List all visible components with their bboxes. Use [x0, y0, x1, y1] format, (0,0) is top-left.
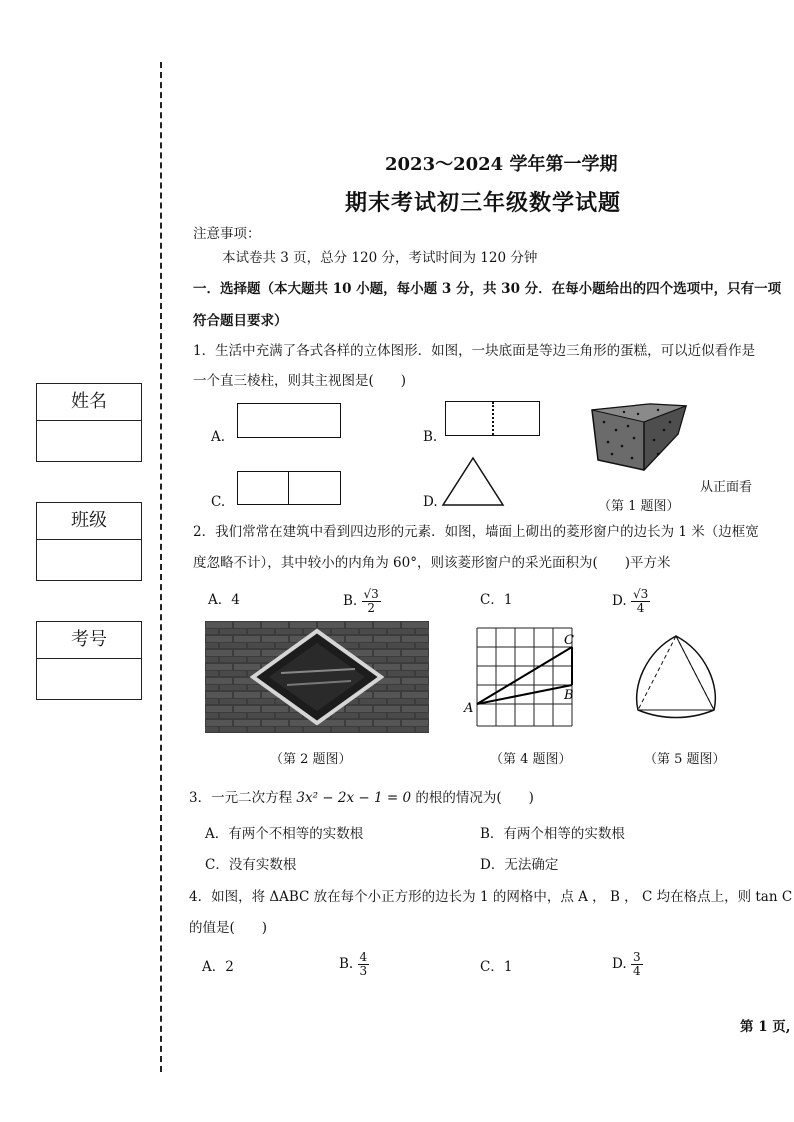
name-field[interactable] [37, 421, 141, 461]
fraction-numerator: √3 [363, 587, 379, 601]
q1-option-b: B. [423, 429, 438, 445]
fraction-numerator: 4 [359, 950, 368, 964]
q2-option-d-fraction [631, 588, 650, 615]
brick-wall-photo [205, 621, 429, 733]
fraction-denominator: 3 [359, 964, 368, 978]
q4-figure-caption: （第 4 题图） [490, 752, 572, 767]
fraction-numerator: √3 [632, 587, 649, 601]
binding-line [160, 62, 162, 1072]
fraction-numerator: 3 [632, 950, 641, 964]
hidden-edge-line [492, 402, 494, 435]
q1-option-a: A. [211, 429, 226, 445]
q3-stem-start: 3．一元二次方程 [189, 790, 293, 806]
q1-option-d: D. [423, 494, 438, 510]
q3-option-c: C．没有实数根 [205, 857, 297, 873]
q4-option-b-fraction [358, 951, 370, 978]
year-title: 2023～2024 学年第一学期 [385, 154, 618, 175]
q3-stem-end: 的根的情况为( ) [415, 790, 534, 806]
q1-figure-caption: （第 1 题图） [598, 499, 680, 514]
q1-option-c-shape [237, 471, 341, 505]
exam-id-field[interactable] [37, 659, 141, 699]
q1-option-b-shape [445, 401, 540, 436]
q4-option-b-letter: B. [339, 956, 354, 972]
q2-option-a: A．4 [208, 592, 240, 608]
q4-option-a: A．2 [202, 959, 234, 975]
page-number: 第 1 页, [740, 1019, 791, 1035]
name-box [36, 383, 142, 462]
q4-option-d-fraction [631, 951, 643, 978]
q2-option-c: C．1 [480, 592, 513, 608]
fraction-denominator: 4 [636, 601, 645, 615]
q4-option-d-letter: D. [612, 956, 627, 972]
section1-line2: 符合题目要求） [193, 313, 288, 329]
q2-figure-caption: （第 2 题图） [270, 752, 352, 767]
q2-line2: 度忽略不计），其中较小的内角为 60°，则该菱形窗户的采光面积为( )平方米 [193, 555, 671, 571]
cake-prism-image [588, 400, 698, 476]
q4-line2: 的值是( ) [189, 920, 268, 936]
q2-option-d-letter: D. [612, 593, 627, 609]
q1-line2: 一个直三棱柱，则其主视图是( ) [193, 373, 407, 389]
grid-triangle-figure [460, 622, 590, 732]
exam-title: 期末考试初三年级数学试题 [345, 190, 622, 216]
q5-figure-caption: （第 5 题图） [644, 752, 726, 767]
q1-option-a-shape [237, 403, 341, 438]
section1-line1: 一．选择题（本大题共 10 小题，每小题 3 分，共 30 分．在每小题给出的四个选项中，只有一项 [193, 281, 782, 297]
q1-option-d-triangle [440, 455, 506, 507]
fraction-denominator: 2 [367, 601, 375, 615]
class-label: 班级 [37, 503, 141, 540]
exam-id-box [36, 621, 142, 700]
q3-line1 [189, 786, 534, 806]
class-field[interactable] [37, 540, 141, 580]
visible-edge-line [288, 472, 289, 504]
q2-line1: 2．我们常常在建筑中看到四边形的元素．如图，墙面上砌出的菱形窗户的边长为 1 米（边框宽 [193, 524, 759, 540]
q4-option-c: C．1 [480, 959, 513, 975]
reuleaux-triangle-figure [628, 630, 724, 722]
q1-option-c: C. [211, 494, 226, 510]
notice-heading: 注意事项： [193, 226, 261, 242]
q4-line1: 4．如图，将 ΔABC 放在每个小正方形的边长为 1 的网格中，点 A ， B ， C 均在格点上，则 tan C [189, 889, 793, 905]
point-b-label: B [564, 688, 574, 703]
q3-option-d: D．无法确定 [480, 857, 559, 873]
q1-line1: 1．生活中充满了各式各样的立体图形．如图，一块底面是等边三角形的蛋糕，可以近似看作是 [193, 343, 756, 359]
name-label: 姓名 [37, 384, 141, 421]
point-c-label: C [564, 633, 574, 648]
front-view-label: 从正面看 [700, 480, 753, 495]
notice-body: 本试卷共 3 页，总分 120 分，考试时间为 120 分钟 [222, 250, 538, 266]
q3-option-b: B．有两个相等的实数根 [480, 826, 625, 842]
q2-option-d [612, 588, 650, 615]
class-box [36, 502, 142, 581]
q2-option-b-fraction [362, 588, 381, 615]
q2-option-b [343, 588, 381, 615]
q3-option-a: A．有两个不相等的实数根 [205, 826, 364, 842]
q4-option-d [612, 951, 643, 978]
point-a-label: A [464, 701, 474, 716]
q4-option-b [339, 951, 369, 978]
fraction-denominator: 4 [632, 964, 641, 978]
q3-equation: 3x² − 2x − 1 = 0 [296, 790, 412, 806]
q2-option-b-letter: B. [343, 593, 358, 609]
exam-id-label: 考号 [37, 622, 141, 659]
